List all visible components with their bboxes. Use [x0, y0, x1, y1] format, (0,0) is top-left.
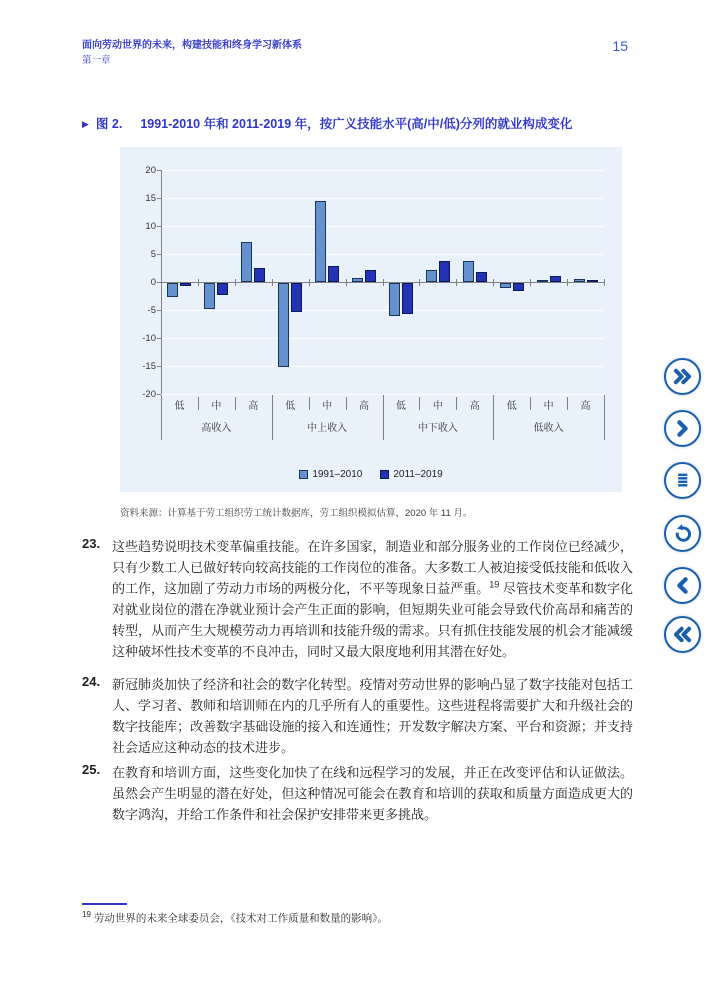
income-group-label: 中上收入 [307, 423, 348, 434]
y-axis-tick-label: 10 [145, 220, 156, 232]
bar [587, 280, 598, 282]
y-axis-tick-label: 5 [150, 248, 156, 260]
group-separator [161, 395, 162, 440]
footnote-marker: 19 [82, 910, 91, 919]
paragraph-text-segment: 尽管技术变革和数字化对就业岗位的潜在净就业预计会产生正面的影响，但短期失业可能会导致代价高昂和痛苦的转型，从而产生大规模劳动力再培训和技能升级的需求。只有抓住技能发展的机会才能减缓这种破坏性技术变革的不良冲击，同时又最大限度地利用其潜在好处。 [112, 581, 633, 659]
skill-separator [198, 397, 199, 410]
nav-next-page-button[interactable] [664, 410, 701, 447]
bar [513, 283, 524, 291]
triangle-marker-icon: ▶ [82, 119, 89, 129]
gridline [161, 170, 604, 171]
gridline [161, 198, 604, 199]
skill-separator [567, 397, 568, 410]
category-tick [493, 279, 494, 286]
category-tick [604, 279, 605, 286]
bar [254, 268, 265, 282]
bar [167, 283, 178, 297]
fast-forward-icon [672, 366, 693, 387]
footnote-19 [82, 910, 633, 926]
legend-item-1991-2010 [299, 469, 362, 480]
skill-separator [456, 397, 457, 410]
figure-source-note: 资料来源：计算基于劳工组织劳工统计数据库，劳工组织模拟估算，2020 年 11 月。 [120, 508, 473, 519]
nav-fast-forward-button[interactable] [664, 358, 701, 395]
paragraph-24 [82, 674, 633, 758]
figure-2-chart-panel [120, 147, 622, 492]
bar-chart [120, 147, 622, 492]
skill-label: 低 [174, 401, 185, 412]
paragraph-number: 24. [82, 674, 101, 689]
paragraph-23 [82, 536, 633, 662]
figure-title: 1991-2010 年和 2011-2019 年，按广义技能水平(高/中/低)分列的就业构成变化 [140, 117, 573, 131]
page-header [82, 38, 302, 68]
bar [389, 283, 400, 316]
category-tick [309, 279, 310, 286]
nav-rotate-button[interactable] [664, 515, 701, 552]
bar [204, 283, 215, 309]
skill-label: 中 [543, 401, 554, 412]
figure-caption [82, 114, 622, 132]
income-group-label: 高收入 [201, 423, 232, 434]
gridline [161, 226, 604, 227]
bar [217, 283, 228, 295]
legend-swatch-light-blue [299, 470, 308, 479]
gridline [161, 338, 604, 339]
bar [426, 270, 437, 282]
paragraph-number: 25. [82, 762, 101, 777]
skill-separator [309, 397, 310, 410]
skill-label: 中 [322, 401, 333, 412]
y-axis-tick-label: -20 [142, 388, 156, 400]
bar [463, 261, 474, 282]
bar [500, 283, 511, 288]
bar [550, 276, 561, 282]
paragraph-text: 在教育和培训方面，这些变化加快了在线和远程学习的发展，并正在改变评估和认证做法。虽然会产生明显的潜在好处，但这种情况可能会在教育和培训的获取和质量方面造成更大的数字鸿沟，并给工作条件和社会保护安排带来更多挑战。 [112, 765, 633, 822]
bar [278, 283, 289, 367]
group-separator [383, 395, 384, 440]
bar [352, 278, 363, 282]
skill-label: 高 [359, 401, 370, 412]
y-axis-tick-label: -5 [147, 304, 156, 316]
group-separator [272, 395, 273, 440]
category-tick [419, 279, 420, 286]
skill-label: 低 [285, 401, 296, 412]
category-tick [530, 279, 531, 286]
chart-legend [120, 469, 622, 480]
bar [365, 270, 376, 282]
chapter-label: 第一章 [82, 55, 111, 66]
y-axis-tick-label: 20 [145, 164, 156, 176]
nav-contents-button[interactable] [664, 462, 701, 499]
bar [291, 283, 302, 312]
skill-label: 高 [469, 401, 480, 412]
nav-rewind-button[interactable] [664, 616, 701, 653]
category-tick [235, 279, 236, 286]
bar [537, 280, 548, 282]
category-tick [161, 279, 162, 286]
skill-label: 高 [580, 401, 591, 412]
bar [574, 279, 585, 282]
paragraph-text [112, 536, 633, 662]
category-tick [567, 279, 568, 286]
footnote-divider [82, 903, 127, 905]
skill-label: 中 [211, 401, 222, 412]
income-group-label: 中下收入 [417, 423, 458, 434]
footnote-reference[interactable]: 19 [489, 579, 500, 590]
category-tick [383, 279, 384, 286]
bar [476, 272, 487, 282]
contents-list-icon [672, 470, 693, 491]
category-tick [198, 279, 199, 286]
bar [328, 266, 339, 282]
gridline [161, 366, 604, 367]
group-separator [604, 395, 605, 440]
page-number: 15 [612, 38, 628, 54]
gridline [161, 310, 604, 311]
group-separator [493, 395, 494, 440]
rewind-icon [672, 624, 693, 645]
bar [180, 283, 191, 286]
bar [439, 261, 450, 282]
legend-label: 2011–2019 [393, 469, 443, 480]
skill-separator [346, 397, 347, 410]
skill-separator [530, 397, 531, 410]
income-group-label: 低收入 [533, 423, 564, 434]
footnote-text: 劳动世界的未来全球委员会，《技术对工作质量和数量的影响》。 [90, 912, 388, 925]
skill-label: 高 [248, 401, 259, 412]
skill-label: 低 [395, 401, 406, 412]
skill-label: 低 [506, 401, 517, 412]
rotate-icon [672, 523, 694, 545]
y-axis-tick-label: -15 [142, 360, 156, 372]
skill-separator [419, 397, 420, 410]
y-axis-tick-label: 0 [150, 276, 156, 288]
paragraph-25 [82, 762, 633, 825]
legend-swatch-dark-blue [380, 470, 389, 479]
bar [402, 283, 413, 314]
figure-label: 图 2. [95, 117, 123, 131]
skill-separator [235, 397, 236, 410]
nav-previous-page-button[interactable] [664, 567, 701, 604]
category-tick [456, 279, 457, 286]
paragraph-text-segment: 这些趋势说明技术变革偏重技能。在许多国家，制造业和部分服务业的工作岗位已经减少，只有少数工人已做好转向较高技能的工作岗位的准备。大多数工人被迫接受低技能和低收入的工作，这加剧了劳动力市场的两极分化，不平等现象日益严重。 [112, 539, 633, 596]
legend-item-2011-2019 [380, 469, 442, 480]
category-tick [272, 279, 273, 286]
category-tick [346, 279, 347, 286]
y-axis-tick-label: 15 [145, 192, 156, 204]
report-title: 面向劳动世界的未来，构建技能和终身学习新体系 [82, 40, 302, 51]
legend-label: 1991–2010 [312, 469, 363, 480]
bar [241, 242, 252, 282]
paragraph-number: 23. [82, 536, 101, 551]
skill-label: 中 [432, 401, 443, 412]
chevron-left-icon [672, 575, 693, 596]
paragraph-text: 新冠肺炎加快了经济和社会的数字化转型。疫情对劳动世界的影响凸显了数字技能对包括工人、学习者、教师和培训师在内的几乎所有人的重要性。这些进程将需要扩大和升级社会的数字技能库；改善数字基础设施的接入和连通性；开发数字解决方案、平台和资源；并支持社会适应这种动态的技术进步。 [112, 677, 633, 755]
y-axis-tick-label: -10 [142, 332, 156, 344]
bar [315, 201, 326, 282]
chevron-right-icon [672, 418, 693, 439]
gridline [161, 254, 604, 255]
